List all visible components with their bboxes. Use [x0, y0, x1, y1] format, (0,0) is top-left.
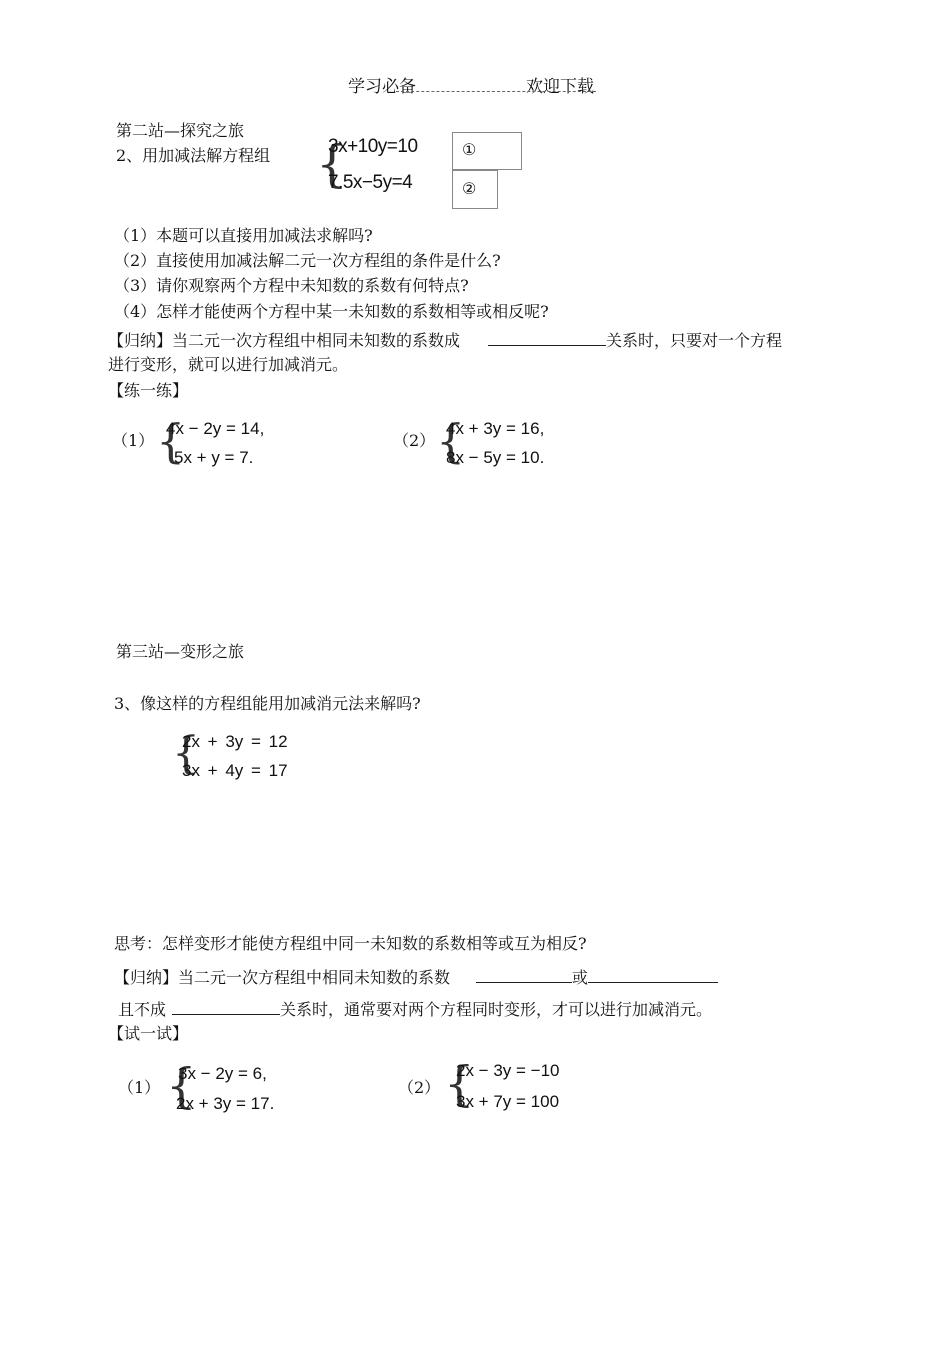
question-3: （3）请你观察两个方程中未知数的系数有何特点?	[114, 276, 469, 295]
try-1-brace: {	[166, 1058, 197, 1114]
summary2-text-a: 【归纳】当二元一次方程组中相同未知数的系数成	[108, 331, 461, 350]
summary3-text-b: 且不成	[118, 1000, 167, 1019]
question-3-label: 3、像这样的方程组能用加减消元法来解吗?	[114, 694, 421, 713]
try-2-eq1: 2x − 3y = −10	[456, 1061, 560, 1080]
station2-title: 第二站—探究之旅	[116, 121, 245, 140]
summary2-text-b: 关系时，只要对一个方程	[606, 331, 783, 350]
try-1-eq1: 3x − 2y = 6,	[178, 1064, 267, 1083]
try-2-eq2: 3x + 7y = 100	[456, 1092, 560, 1111]
try-1-label: （1）	[118, 1078, 161, 1097]
question-2-label: 2、用加减法解方程组	[116, 146, 271, 165]
summary3-text-a: 【归纳】当二元一次方程组中相同未知数的系数	[114, 968, 451, 987]
summary3-line2	[118, 998, 712, 1020]
practice-1-eq2: 5x + y = 7.	[174, 448, 254, 467]
try-1-eq2: 2x + 3y = 17.	[176, 1094, 275, 1113]
practice-2-label: （2）	[393, 431, 436, 450]
summary3-or: 或	[572, 968, 589, 987]
practice-title: 【练一练】	[108, 381, 189, 400]
equation-mark-box-1	[452, 132, 522, 170]
header-left: 学习必备	[348, 77, 416, 97]
system3-eq2: 3x + 4y = 17	[182, 761, 288, 780]
question-4: （4）怎样才能使两个方程中某一未知数的系数相等或相反呢?	[114, 302, 549, 321]
summary3-blank-1	[476, 966, 572, 983]
practice-1-eq1: 4x − 2y = 14,	[166, 419, 265, 438]
practice-1-brace: {	[156, 414, 186, 468]
summary2-line2: 进行变形，就可以进行加减消元。	[108, 355, 349, 374]
system2-eq1: 3x+10y=10	[328, 136, 418, 157]
system-brace: {	[316, 135, 348, 193]
header-right: 欢迎下载	[526, 77, 594, 97]
equation-mark-2: ②	[462, 179, 477, 198]
question-2: （2）直接使用加减法解二元一次方程组的条件是什么?	[114, 251, 501, 270]
try-2-brace: {	[444, 1056, 475, 1112]
summary3-line1	[114, 966, 718, 988]
try-2-label: （2）	[398, 1078, 441, 1097]
system2-eq2: 7.5x−5y=4	[328, 172, 413, 193]
summary3-text-c: 关系时，通常要对两个方程同时变形，才可以进行加减消元。	[280, 1000, 713, 1019]
station3-title: 第三站—变形之旅	[116, 642, 245, 661]
system3-brace: {	[172, 728, 200, 779]
system3-eq1: 2x + 3y = 12	[182, 732, 288, 751]
header-divider	[396, 91, 596, 92]
equation-mark-box-2	[452, 170, 498, 209]
practice-2-eq2: 8x − 5y = 10.	[446, 448, 545, 467]
try-title: 【试一试】	[108, 1024, 189, 1043]
practice-2-eq1: 4x + 3y = 16,	[446, 419, 545, 438]
practice-1-label: （1）	[112, 431, 155, 450]
summary2-line1	[108, 329, 782, 351]
summary3-blank-3	[172, 998, 280, 1015]
question-1: （1）本题可以直接用加减法求解吗?	[114, 226, 373, 245]
summary3-blank-2	[588, 966, 718, 983]
summary2-blank	[488, 329, 606, 346]
practice-2-brace: {	[436, 414, 466, 468]
equation-mark-1: ①	[462, 140, 477, 159]
think-question: 思考：怎样变形才能使方程组中同一未知数的系数相等或互为相反?	[114, 934, 587, 953]
